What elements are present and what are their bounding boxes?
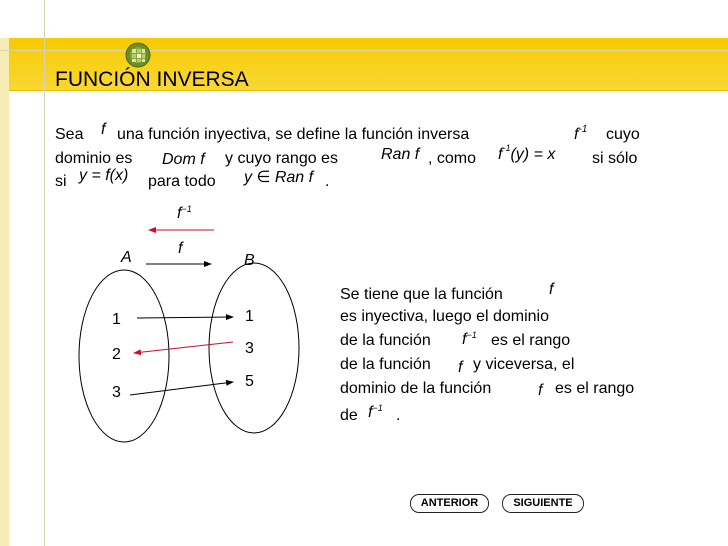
set-b-element-1: 1 — [245, 308, 254, 325]
mapping-arrow-2 — [134, 342, 233, 353]
set-b-element-2: 3 — [245, 340, 254, 357]
symbol-f: f — [101, 121, 106, 138]
explanation-line-4: de la función — [340, 356, 431, 373]
explanation-period: . — [396, 407, 401, 424]
page-title: FUNCIÓN INVERSA — [55, 68, 249, 91]
range-symbol: Ran f — [381, 146, 420, 163]
set-b-label: B — [244, 252, 255, 269]
explanation-finv-1: $f^{-1}$ — [462, 330, 477, 348]
word-sea: Sea — [55, 126, 84, 143]
mapping-arrow-1 — [137, 317, 233, 318]
explanation-line-2: es inyectiva, luego el dominio — [340, 308, 550, 325]
next-button[interactable]: SIGUIENTE — [502, 494, 584, 513]
y-in-ran-f: y ∈ Ran f — [244, 169, 314, 186]
domain-symbol: Dom f — [162, 151, 205, 168]
inverse-equation: $f^{-1}(y) = x$ — [498, 143, 556, 163]
inverse-arrow-label: $f^{-1}$ — [177, 204, 192, 222]
period: . — [325, 173, 330, 190]
set-a-label: A — [121, 249, 132, 266]
word-si: si — [55, 173, 67, 190]
set-a-element-3: 3 — [112, 384, 121, 401]
previous-button[interactable]: ANTERIOR — [410, 494, 489, 513]
explanation-f-1: f — [549, 281, 554, 298]
explanation-line-3: de la función — [340, 332, 431, 349]
word-para-todo: para todo — [148, 173, 216, 190]
explanation-line-1: Se tiene que la función — [340, 286, 503, 303]
set-b-element-3: 5 — [245, 373, 254, 390]
word-como: , como — [428, 150, 477, 167]
mapping-arrow-3 — [130, 382, 233, 395]
set-a-element-2: 2 — [112, 346, 121, 363]
explanation-line-3-rest: es el rango — [491, 332, 571, 349]
explanation-f-3: f — [538, 382, 543, 399]
word-cuyo: cuyo — [606, 126, 640, 143]
y-equals-fx: y = f(x) — [79, 167, 129, 184]
explanation-f-2: f — [458, 359, 463, 376]
set-a-element-1: 1 — [112, 311, 121, 328]
function-arrow-label: f — [178, 240, 183, 257]
word-si-solo: si sólo — [592, 150, 638, 167]
explanation-line-5-rest: es el rango — [555, 380, 635, 397]
explanation-line-6: de — [340, 407, 358, 424]
explanation-line-5: dominio de la función — [340, 380, 492, 397]
explanation-line-4-rest: y viceversa, el — [473, 356, 575, 373]
definition-text: una función inyectiva, se define la función inversa — [117, 126, 470, 143]
word-dominio-es: dominio es — [55, 150, 133, 167]
inverse-function-symbol: $f^{-1}$ — [574, 124, 588, 143]
set-a-ellipse — [79, 270, 169, 442]
word-rango-es: y cuyo rango es — [225, 150, 338, 167]
set-b-ellipse — [209, 263, 299, 433]
explanation-finv-2: $f^{-1}$ — [368, 403, 383, 421]
